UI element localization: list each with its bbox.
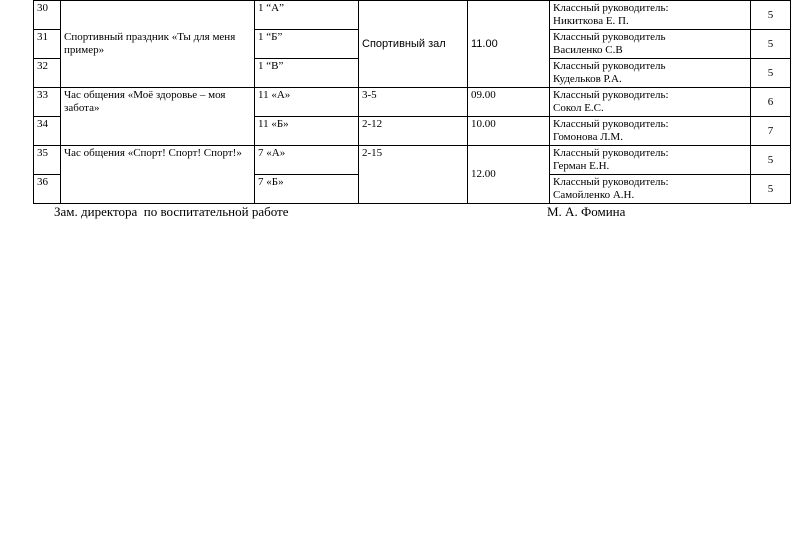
class-name: 11 «Б» [255,117,359,146]
teacher-cell [550,30,751,59]
teacher-title: Классный руководитель: [553,2,669,14]
teacher-title: Классный руководитель: [553,147,669,159]
participant-count: 5 [751,175,791,204]
participant-count: 7 [751,117,791,146]
class-name: 1 “А” [255,1,359,30]
participant-count: 5 [751,59,791,88]
event-time: 12.00 [468,146,550,204]
event-time: 09.00 [468,88,550,117]
row-number: 33 [34,88,61,117]
event-time: 11.00 [468,1,550,88]
teacher-name: Гомонова Л.М. [553,131,623,143]
table-row [34,146,791,175]
event-name: Час общения «Моё здоровье – моя забота» [61,88,255,146]
teacher-name: Василенко С.В [553,44,623,56]
class-name: 7 «А» [255,146,359,175]
teacher-title: Классный руководитель: [553,118,669,130]
event-name: Спортивный праздник «Ты для меня пример» [61,1,255,88]
teacher-name: Самойленко А.Н. [553,189,635,201]
teacher-cell [550,59,751,88]
row-number: 32 [34,59,61,88]
class-name: 1 “В” [255,59,359,88]
event-name: Час общения «Спорт! Спорт! Спорт!» [61,146,255,204]
participant-count: 5 [751,146,791,175]
teacher-title: Классный руководитель [553,60,666,72]
teacher-cell [550,88,751,117]
class-name: 7 «Б» [255,175,359,204]
table-row [34,1,791,30]
room: 3-5 [359,88,468,117]
teacher-name: Герман Е.Н. [553,160,610,172]
row-number: 30 [34,1,61,30]
row-number: 35 [34,146,61,175]
row-number: 36 [34,175,61,204]
event-place: Спортивный зал [359,1,468,88]
participant-count: 6 [751,88,791,117]
schedule-table [33,0,791,204]
participant-count: 5 [751,1,791,30]
room: 2-15 [359,146,468,204]
teacher-title: Классный руководитель: [553,176,669,188]
teacher-name: Кудельков Р.А. [553,73,622,85]
participant-count: 5 [751,30,791,59]
class-name: 11 «А» [255,88,359,117]
table-row [34,88,791,117]
teacher-cell [550,175,751,204]
class-name: 1 “Б” [255,30,359,59]
row-number: 34 [34,117,61,146]
signature-position: Зам. директора по воспитательной работе [54,204,289,219]
teacher-cell [550,1,751,30]
teacher-name: Сокол Е.С. [553,102,604,114]
teacher-cell [550,146,751,175]
teacher-title: Классный руководитель: [553,89,669,101]
room: 2-12 [359,117,468,146]
teacher-title: Классный руководитель [553,31,666,43]
teacher-name: Никиткова Е. П. [553,15,629,27]
teacher-cell [550,117,751,146]
signature-name: М. А. Фомина [547,204,626,219]
row-number: 31 [34,30,61,59]
event-time: 10.00 [468,117,550,146]
